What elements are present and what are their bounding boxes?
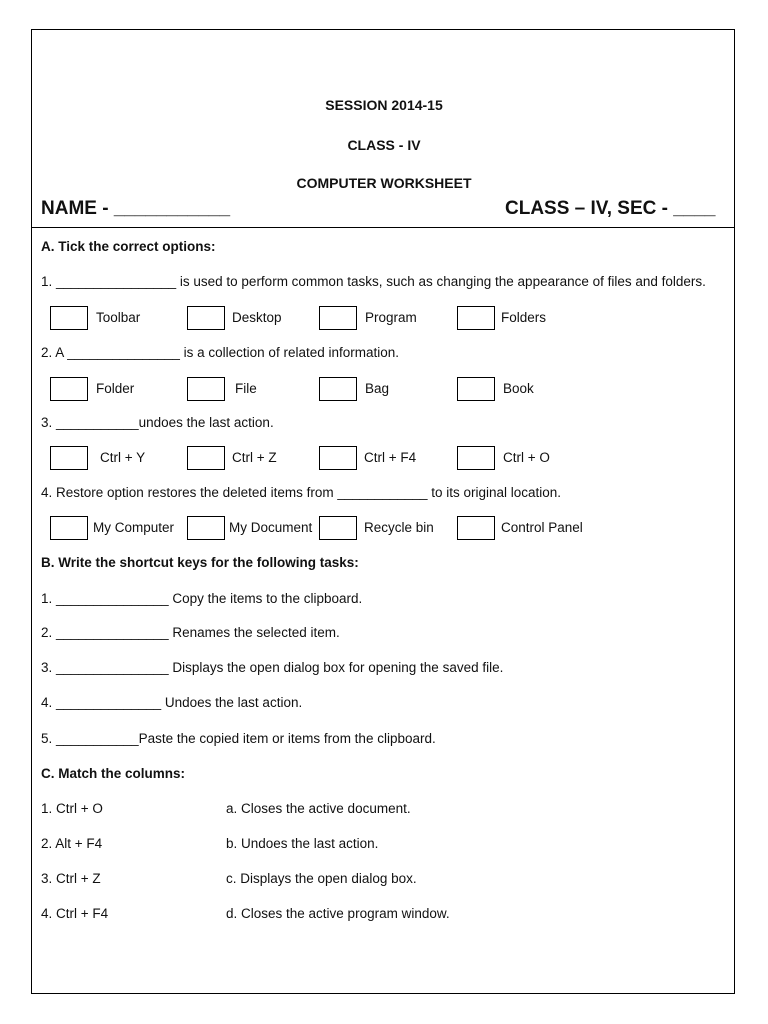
option-label: Ctrl + F4 (364, 450, 417, 465)
match-right-item: b. Undoes the last action. (226, 836, 379, 851)
option-label: My Document (229, 520, 313, 535)
option-label: Ctrl + Y (100, 450, 146, 465)
checkbox-recycle-bin[interactable] (319, 516, 357, 540)
match-left-item: 2. Alt + F4 (41, 836, 103, 851)
section-b-heading: B. Write the shortcut keys for the following tasks: (41, 555, 359, 570)
option-label: Folders (501, 310, 547, 325)
question-4: 4. Restore option restores the deleted items from ____________ to its original location. (41, 485, 562, 500)
option-label: Bag (365, 381, 390, 396)
worksheet-border (31, 29, 735, 994)
option-label: Folder (96, 381, 135, 396)
checkbox-ctrl-y[interactable] (50, 446, 88, 470)
checkbox-desktop[interactable] (187, 306, 225, 330)
checkbox-folder[interactable] (50, 377, 88, 401)
question-1: 1. ________________ is used to perform common tasks, such as changing the appearance of files and folders. (41, 274, 706, 289)
name-field[interactable]: NAME - ___________ (41, 198, 231, 219)
checkbox-bag[interactable] (319, 377, 357, 401)
match-left-item: 3. Ctrl + Z (41, 871, 101, 886)
header-divider (31, 227, 735, 228)
shortcut-item: 2. _______________ Renames the selected item. (41, 625, 340, 640)
shortcut-item: 3. _______________ Displays the open dialog box for opening the saved file. (41, 660, 504, 675)
option-label: Book (503, 381, 534, 396)
option-label: Recycle bin (364, 520, 434, 535)
worksheet-title: COMPUTER WORKSHEET (296, 175, 472, 191)
section-a-heading: A. Tick the correct options: (41, 239, 216, 254)
checkbox-toolbar[interactable] (50, 306, 88, 330)
session-heading: SESSION 2014-15 (325, 97, 443, 113)
checkbox-file[interactable] (187, 377, 225, 401)
checkbox-book[interactable] (457, 377, 495, 401)
option-label: Program (365, 310, 417, 325)
checkbox-program[interactable] (319, 306, 357, 330)
checkbox-ctrl-z[interactable] (187, 446, 225, 470)
option-label: Ctrl + O (503, 450, 550, 465)
shortcut-item: 1. _______________ Copy the items to the clipboard. (41, 591, 363, 606)
shortcut-item: 5. ___________Paste the copied item or items from the clipboard. (41, 731, 436, 746)
shortcut-item: 4. ______________ Undoes the last action. (41, 695, 303, 710)
match-left-item: 4. Ctrl + F4 (41, 906, 109, 921)
match-left-item: 1. Ctrl + O (41, 801, 103, 816)
class-section-field[interactable]: CLASS – IV, SEC - ____ (505, 198, 716, 219)
option-label: My Computer (93, 520, 175, 535)
checkbox-ctrl-o[interactable] (457, 446, 495, 470)
option-label: File (235, 381, 257, 396)
match-right-item: a. Closes the active document. (226, 801, 411, 816)
checkbox-my-document[interactable] (187, 516, 225, 540)
question-3: 3. ___________undoes the last action. (41, 415, 274, 430)
section-c-heading: C. Match the columns: (41, 766, 186, 781)
option-label: Control Panel (501, 520, 583, 535)
question-2: 2. A _______________ is a collection of related information. (41, 345, 400, 360)
checkbox-folders[interactable] (457, 306, 495, 330)
option-label: Ctrl + Z (232, 450, 277, 465)
checkbox-ctrl-f4[interactable] (319, 446, 357, 470)
checkbox-my-computer[interactable] (50, 516, 88, 540)
checkbox-control-panel[interactable] (457, 516, 495, 540)
match-right-item: c. Displays the open dialog box. (226, 871, 417, 886)
class-heading: CLASS - IV (347, 137, 421, 153)
option-label: Desktop (232, 310, 282, 325)
option-label: Toolbar (96, 310, 141, 325)
match-right-item: d. Closes the active program window. (226, 906, 450, 921)
